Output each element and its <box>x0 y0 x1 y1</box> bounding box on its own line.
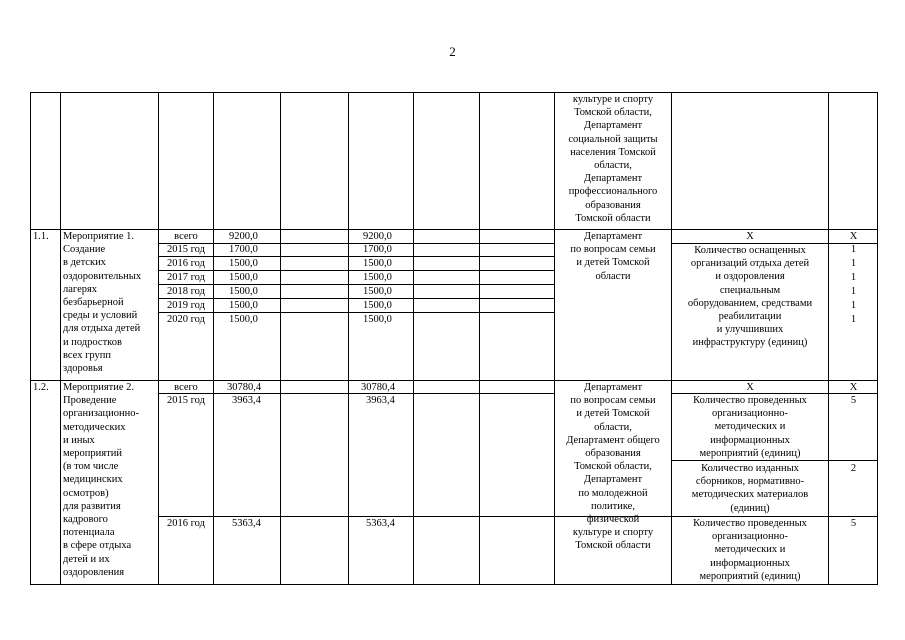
row-1-total: 1500,0 <box>229 300 258 311</box>
program-table <box>30 92 878 585</box>
row-2-total: 5363,4 <box>232 518 261 529</box>
row-1-budget: 1700,0 <box>363 244 392 255</box>
row-1-value: 1 <box>850 258 857 269</box>
row-1-budget: 1500,0 <box>363 258 392 269</box>
row-1-name: Мероприятие 1. Создание в детских оздоровительных лагерях безбарьерной среды и условий для отдыха детей и подростков всех групп здоровья <box>63 231 142 375</box>
row-1-total: 1500,0 <box>229 286 258 297</box>
row-1-year: 2019 год <box>167 300 205 311</box>
row-2-year: 2015 год <box>167 395 205 406</box>
row-2-total: 3963,4 <box>232 395 261 406</box>
continuation-executors: культуре и спорту Томской области, Департамент социальной защиты населения Томской области, Департамент профессионального образования Томской области <box>568 94 658 224</box>
row-1-total: 1500,0 <box>229 258 258 269</box>
row-2-indicator: Количество изданных сборников, нормативно- методических материалов (единиц) <box>691 463 809 514</box>
row-2-indicator: Количество проведенных организационно- методических и информационных мероприятий (единиц) <box>693 395 807 459</box>
page-number: 2 <box>449 44 456 59</box>
row-1-budget: 1500,0 <box>363 272 392 283</box>
row-1-budget: 1500,0 <box>363 314 392 325</box>
row-1-indicator: Количество оснащенных организаций отдыха детей и оздоровления специальным оборудованием, средствами реабилитации и улучшивших инфраструктуру (единиц) <box>687 245 813 349</box>
row-1-value: 1 <box>850 272 857 283</box>
row-1-year: 2020 год <box>167 314 205 325</box>
row-1-executor: Департамент по вопросам семьи и детей Томской области <box>570 231 656 282</box>
row-1-value: 1 <box>850 300 857 311</box>
row-1-budget: 1500,0 <box>363 286 392 297</box>
row-2-indicator: Количество проведенных организационно- методических и информационных мероприятий (единиц) <box>693 518 807 582</box>
row-1-budget: 9200,0 <box>363 231 392 242</box>
row-1-total: 1500,0 <box>229 314 258 325</box>
row-1-total: 1500,0 <box>229 272 258 283</box>
row-1-indicator-x: X <box>746 231 754 242</box>
row-1-value: 1 <box>850 244 857 255</box>
row-1-total: 1700,0 <box>229 244 258 255</box>
row-2-budget: 3963,4 <box>366 395 395 406</box>
row-2-value: 5 <box>850 395 857 406</box>
row-2-budget: 5363,4 <box>366 518 395 529</box>
row-2-executor: Департамент по вопросам семьи и детей Томской области, Департамент общего образования Томской области, Департамент по молодежной политике, физической культуре и спорту Томской области <box>566 382 660 552</box>
row-1-value: 1 <box>850 314 857 325</box>
row-2-total: 30780,4 <box>227 382 262 393</box>
row-2-name: Мероприятие 2. Проведение организационно- методических и иных мероприятий (в том числе медицинских осмотров) для развития кадрового потенциала в сфере отдыха детей и их оздоровления <box>63 382 139 578</box>
row-2-year: всего <box>174 382 198 393</box>
row-1-year: 2016 год <box>167 258 205 269</box>
row-1-year: 2015 год <box>167 244 205 255</box>
row-2-number: 1.2. <box>33 382 49 393</box>
row-1-year: 2017 год <box>167 272 205 283</box>
row-2-value: 2 <box>850 463 857 474</box>
row-2-indicator-x: X <box>746 382 754 393</box>
row-2-year: 2016 год <box>167 518 205 529</box>
row-1-year: всего <box>174 231 198 242</box>
row-1-year: 2018 год <box>167 286 205 297</box>
row-1-value: X <box>849 231 858 242</box>
row-2-value: 5 <box>850 518 857 529</box>
row-1-number: 1.1. <box>33 231 49 242</box>
row-1-value: 1 <box>850 286 857 297</box>
row-1-budget: 1500,0 <box>363 300 392 311</box>
row-1-total: 9200,0 <box>229 231 258 242</box>
row-2-value: X <box>849 382 858 393</box>
row-2-budget: 30780,4 <box>361 382 396 393</box>
